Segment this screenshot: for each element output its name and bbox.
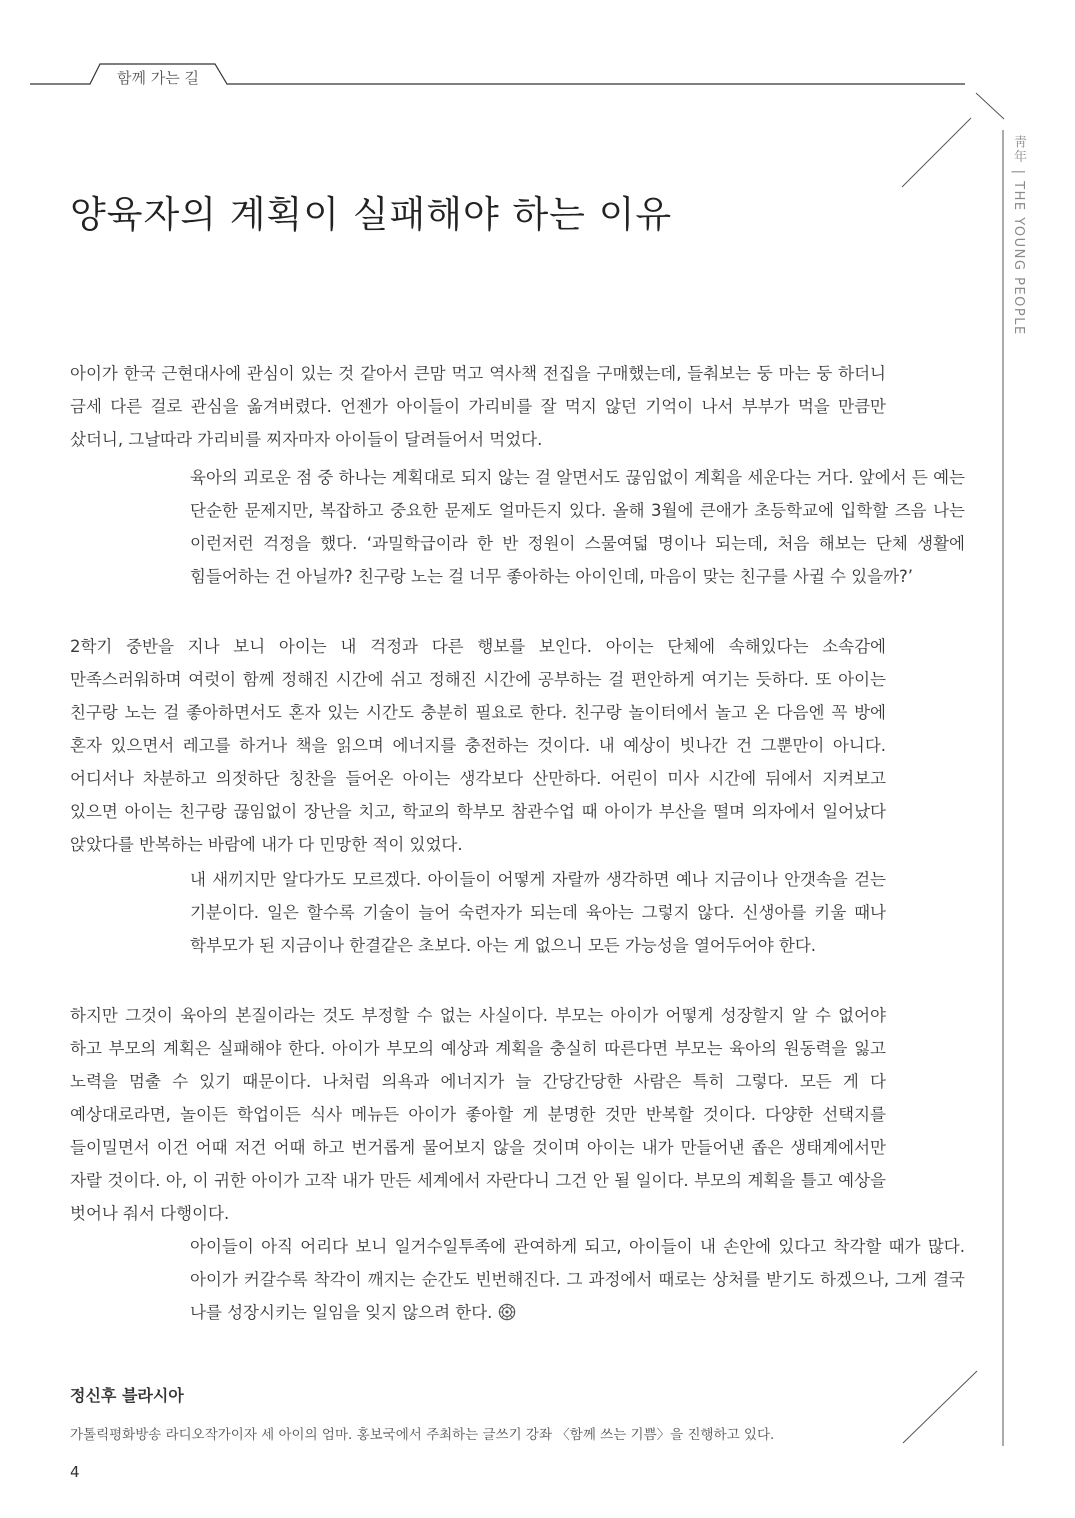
page-number: 4 bbox=[70, 1463, 80, 1481]
paragraph-2: 육아의 괴로운 점 중 하나는 계획대로 되지 않는 걸 알면서도 끊임없이 계획을 세운다는 거다. 앞에서 든 예는 단순한 문제지만, 복잡하고 중요한 문제도 얼마든지 있다. 올해 3월에 큰애가 초등학교에 입학할 즈음 나는 이런저런 걱정을 했다. ‘과밀학급이라 한 반 정원이 스물여덟 명이나 되는데, 처음 해보는 단체 생활에 힘들어하는 건 아닐까? 친구랑 노는 걸 너무 좋아하는 아이인데, 마음이 맞는 친구를 사귈 수 있을까?’ bbox=[190, 468, 965, 586]
paragraph-5: 하지만 그것이 육아의 본질이라는 것도 부정할 수 없는 사실이다. 부모는 아이가 어떻게 성장할지 알 수 없어야 하고 부모의 계획은 실패해야 한다. 아이가 부모의 예상과 계획을 충실히 따른다면 부모는 육아의 원동력을 잃고 노력을 멈출 수 있기 때문이다. 나처럼 의욕과 에너지가 늘 간당간당한 사람은 특히 그렇다. 모든 게 다 예상대로라면, 놀이든 학업이든 식사 메뉴든 아이가 좋아할 게 분명한 것만 반복할 것이다. 다양한 선택지를 들이밀면서 이건 어때 저건 어때 하고 번거롭게 물어보지 않을 것이며 아이는 내가 만들어낸 좁은 생태계에서만 자랄 것이다. 아, 이 귀한 아이가 고작 내가 만든 세계에서 자란다니 그건 안 될 일이다. 부모의 계획을 틀고 예상을 벗어나 줘서 다행이다. bbox=[70, 1006, 886, 1223]
emblem-icon bbox=[498, 1303, 516, 1321]
author-name: 정신후 블라시아 bbox=[70, 1386, 184, 1405]
corner-stroke-2 bbox=[902, 118, 971, 187]
paragraph-1: 아이가 한국 근현대사에 관심이 있는 것 같아서 큰맘 먹고 역사책 전집을 구매했는데, 들춰보는 둥 마는 둥 하더니 금세 다른 걸로 관심을 옮겨버렸다. 언젠가 아이들이 가리비를 잘 먹지 않던 기억이 나서 부부가 먹을 만큼만 샀더니, 그날따라 가리비를 찌자마자 아이들이 달려들어서 먹었다. bbox=[70, 364, 886, 449]
publication-side-label: 靑年 | THE YOUNG PEOPLE bbox=[1011, 135, 1026, 336]
paragraph-4: 내 새끼지만 알다가도 모르겠다. 아이들이 어떻게 자랄까 생각하면 예나 지금이나 안갯속을 걷는 기분이다. 일은 할수록 기술이 늘어 숙련자가 되는데 육아는 그렇지 않다. 신생아를 키울 때나 학부모가 된 지금이나 한결같은 초보다. 아는 게 없으니 모든 가능성을 열어두어야 한다. bbox=[190, 870, 886, 955]
author-bio: 가톨릭평화방송 라디오작가이자 세 아이의 엄마. 홍보국에서 주최하는 글쓰기 강좌 〈함께 쓰는 기쁨〉을 진행하고 있다. bbox=[70, 1427, 775, 1443]
corner-stroke-1 bbox=[976, 93, 1004, 119]
paragraph-3: 2학기 중반을 지나 보니 아이는 내 걱정과 다른 행보를 보인다. 아이는 단체에 속해있다는 소속감에 만족스러워하며 여럿이 함께 정해진 시간에 쉬고 정해진 시간에 공부하는 걸 편안하게 여기는 듯하다. 또 아이는 친구랑 노는 걸 좋아하면서도 혼자 있는 시간도 충분히 필요로 한다. 친구랑 놀이터에서 놀고 온 다음엔 꼭 방에 혼자 있으면서 레고를 하거나 책을 읽으며 에너지를 충전하는 것이다. 내 예상이 빗나간 건 그뿐만이 아니다. 어디서나 차분하고 의젓하단 칭찬을 들어온 아이는 생각보다 산만하다. 어린이 미사 시간에 뒤에서 지켜보고 있으면 아이는 친구랑 끊임없이 장난을 치고, 학교의 학부모 참관수업 때 아이가 부산을 떨며 의자에서 일어났다 앉았다를 반복하는 바람에 내가 다 민망한 적이 있었다. bbox=[70, 637, 886, 854]
section-tag: 함께 가는 길 bbox=[117, 69, 199, 87]
paragraph-6-text: 아이들이 아직 어리다 보니 일거수일투족에 관여하게 되고, 아이들이 내 손안에 있다고 착각할 때가 많다. 아이가 커갈수록 착각이 깨지는 순간도 빈번해진다. 그 과정에서 때로는 상처를 받기도 하겠으나, 그게 결국 나를 성장시키는 일임을 잊지 않으려 한다. bbox=[190, 1237, 965, 1322]
article-title: 양육자의 계획이 실패해야 하는 이유 bbox=[70, 193, 673, 236]
paragraph-6 bbox=[190, 1230, 965, 1329]
corner-stroke-3 bbox=[903, 1371, 977, 1443]
